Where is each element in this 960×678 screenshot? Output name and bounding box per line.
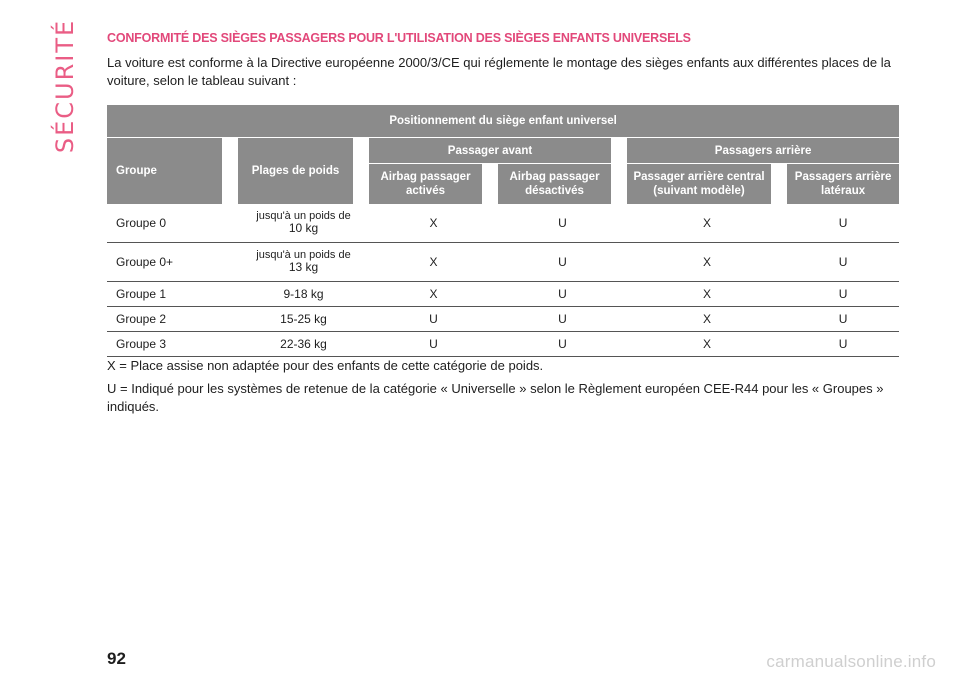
table-row <box>107 332 899 357</box>
header-airbag-off: Airbag passager désactivés <box>498 164 611 204</box>
cell-airbag-on: X <box>369 282 498 307</box>
weight-cell: 15-25 kg <box>238 307 369 332</box>
cell-airbag-off: U <box>498 307 627 332</box>
cell-rear-side: U <box>787 204 899 243</box>
group-cell: Groupe 3 <box>107 332 238 357</box>
cell-rear-side: U <box>787 307 899 332</box>
weight-cell <box>238 204 369 243</box>
header-gap <box>222 138 238 204</box>
cell-rear-center: X <box>627 332 787 357</box>
header-gap <box>611 164 627 204</box>
cell-airbag-on: U <box>369 332 498 357</box>
weight-cell: 9-18 kg <box>238 282 369 307</box>
side-label-text: SÉCURITÉ <box>51 18 79 154</box>
cell-rear-side: U <box>787 332 899 357</box>
table-row <box>107 307 899 332</box>
legend-u-note: U = Indiqué pour les systèmes de retenue de la catégorie « Universelle » selon le Règlement européen CEE-R44 pour les « Groupes » indiqués. <box>107 381 884 414</box>
watermark: carmanualsonline.info <box>766 652 936 671</box>
weight-cell <box>238 243 369 282</box>
cell-airbag-off: U <box>498 204 627 243</box>
group-cell: Groupe 2 <box>107 307 238 332</box>
cell-airbag-on: U <box>369 307 498 332</box>
cell-airbag-on: X <box>369 204 498 243</box>
cell-rear-center: X <box>627 307 787 332</box>
header-airbag-on: Airbag passager activés <box>369 164 482 204</box>
header-front-passenger: Passager avant <box>369 138 611 164</box>
weight-cell: 22-36 kg <box>238 332 369 357</box>
section-title: CONFORMITÉ DES SIÈGES PASSAGERS POUR L'UTILISATION DES SIÈGES ENFANTS UNIVERSELS <box>107 31 691 45</box>
header-rear-passengers: Passagers arrière <box>627 138 899 164</box>
section-side-label <box>50 18 80 154</box>
header-gap <box>353 138 369 204</box>
cell-airbag-off: U <box>498 243 627 282</box>
cell-rear-center: X <box>627 282 787 307</box>
weight-value: 13 kg <box>288 260 319 274</box>
cell-airbag-on: X <box>369 243 498 282</box>
table-row <box>107 282 899 307</box>
cell-airbag-off: U <box>498 332 627 357</box>
cell-rear-center: X <box>627 243 787 282</box>
table-row <box>107 243 899 282</box>
weight-prefix: jusqu'à un poids de <box>256 210 351 222</box>
intro-paragraph: La voiture est conforme à la Directive européenne 2000/3/CE qui réglemente le montage des sièges enfants aux différentes places de la voiture, selon le tableau suivant : <box>107 55 891 88</box>
table-row <box>107 204 899 243</box>
page-number: 92 <box>107 649 126 668</box>
header-rear-side: Passagers arrière latéraux <box>787 164 899 204</box>
header-gap <box>771 164 787 204</box>
table-title: Positionnement du siège enfant universel <box>107 105 899 138</box>
child-seat-table <box>107 105 899 357</box>
weight-prefix: jusqu'à un poids de <box>256 249 351 261</box>
cell-rear-side: U <box>787 282 899 307</box>
group-cell: Groupe 1 <box>107 282 238 307</box>
legend-x-note: X = Place assise non adaptée pour des enfants de cette catégorie de poids. <box>107 358 544 373</box>
group-cell: Groupe 0 <box>107 204 238 243</box>
header-group: Groupe <box>107 138 222 204</box>
header-weight: Plages de poids <box>238 138 353 204</box>
header-rear-center: Passager arrière central (suivant modèle) <box>627 164 771 204</box>
cell-airbag-off: U <box>498 282 627 307</box>
cell-rear-center: X <box>627 204 787 243</box>
header-gap <box>482 164 498 204</box>
weight-value: 10 kg <box>288 221 319 235</box>
cell-rear-side: U <box>787 243 899 282</box>
header-gap <box>611 138 627 164</box>
group-cell: Groupe 0+ <box>107 243 238 282</box>
